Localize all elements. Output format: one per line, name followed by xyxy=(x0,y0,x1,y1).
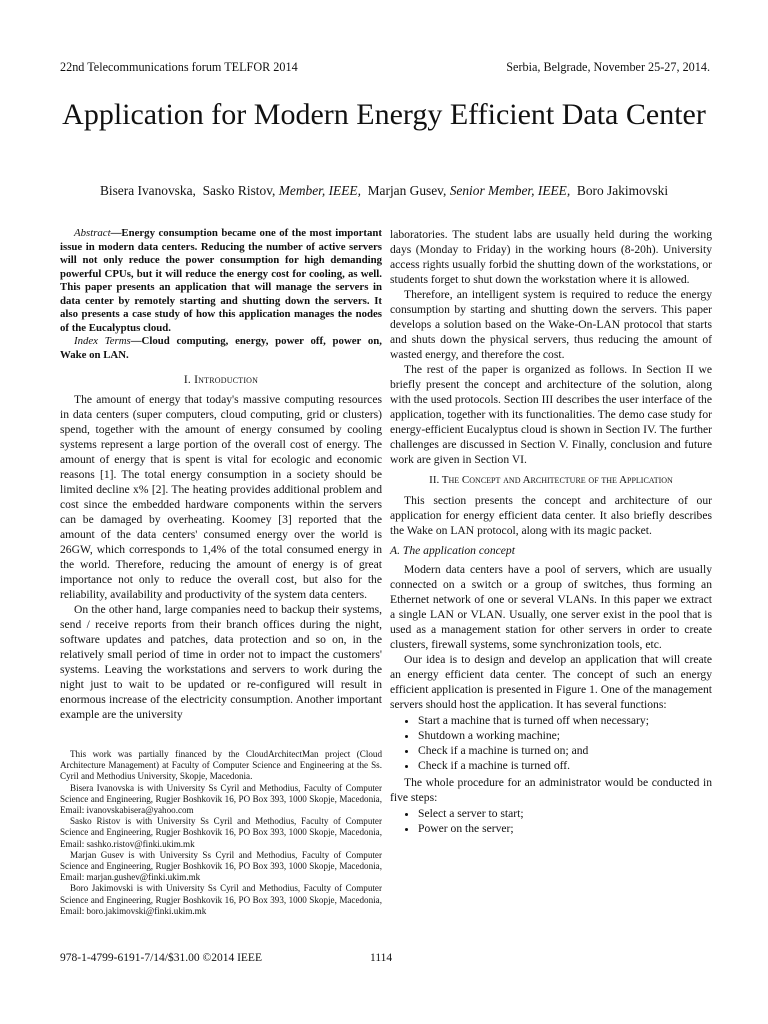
section-heading-introduction: I. Introduction xyxy=(183,373,259,386)
steps-list xyxy=(390,806,712,836)
left-column xyxy=(60,227,382,722)
author-role: Member, IEEE, xyxy=(278,183,361,198)
paragraph: Modern data centers have a pool of servers, which are usually connected on a switch or a group of switches, thus forming an Ethernet network of one or several VLANs. In this paper we extract a single LAN or VLAN. Usually, one server exist in the pool that is used as a management station for other servers in order to create clusters, firewall systems, some synchronization tools, etc. xyxy=(390,563,712,651)
list-item: • Start a machine that is turned off when necessary; xyxy=(418,713,712,728)
footnote: Boro Jakimovski is with University Ss Cyril and Methodius, Faculty of Computer Science and Engineering, Rugjer Boshkovik 16, PO Box 393, 1000 Skopje, Macedonia, Email: boro.jakimovski@finki.ukim.mk xyxy=(60,883,382,916)
list-item: • Shutdown a working machine; xyxy=(418,728,712,743)
section-heading-concept: II. The Concept and Architecture of the Application xyxy=(429,474,673,486)
right-column xyxy=(390,227,712,838)
author-name: Marjan Gusev, xyxy=(367,183,447,198)
paragraph: The amount of energy that today's massive computing resources in data centers (super computers, cloud computing, grid or clusters) spend, together with the amount of energy consumed by cooling systems represent a large portion of the overall cost of energy. The amount of energy that is spent is vital for ecologic and economic reasons [1]. The total energy consumption in a society should be limited decline x% [2]. The heating provides additional problem and cost since the embedded hardware components within the servers can be damaged by overheating. Koomey [3] reported that the amount of the data centers' consumed energy over the world is 26GW, which corresponds to 1,4% of the total consumed energy in the world. Therefore, reducing the amount of energy is of great importance not only to reduce the overall cost, but also for the reliability, availability and productivity of the system data centers. xyxy=(60,393,382,601)
subsection-heading: A. The application concept xyxy=(390,544,515,557)
isbn-footer: 978-1-4799-6191-7/14/$31.00 ©2014 IEEE xyxy=(60,952,262,964)
index-terms-text: —Cloud computing, energy, power off, power on, Wake on LAN. xyxy=(60,335,382,361)
header-conference: 22nd Telecommunications forum TELFOR 2014 xyxy=(60,60,298,74)
paragraph: This section presents the concept and architecture of our application for energy efficient data center. It also briefly describes the Wake on LAN protocol, along with its magic packet. xyxy=(390,494,712,537)
list-item: • Check if a machine is turned off. xyxy=(418,758,712,773)
function-list xyxy=(390,713,712,773)
index-terms-label: Index Terms xyxy=(74,335,131,347)
paper-title: Application for Modern Energy Efficient Data Center xyxy=(62,98,706,131)
abstract-text: —Energy consumption became one of the most important issue in modern data centers. Reducing the number of active servers will not only reduce the power consumption for high demanding powerful CPUs, but it will reduce the energy cost for cooling, as well. This paper presents an application that will manage the servers in data center by remotely starting and shutting down the servers. It also presents a case study of how this application manages the nodes of the Eucalyptus cloud. xyxy=(60,227,382,334)
page-number: 1114 xyxy=(370,952,393,964)
index-terms xyxy=(60,335,382,362)
footnote: Sasko Ristov is with University Ss Cyril and Methodius, Faculty of Computer Science and Engineering, Rugjer Boshkovik 16, PO Box 393, 1000 Skopje, Macedonia, Email: sashko.ristov@finki.ukim.mk xyxy=(60,816,382,849)
abstract-label: Abstract xyxy=(74,227,111,239)
author-name: Sasko Ristov, xyxy=(202,183,276,198)
running-header xyxy=(60,60,710,75)
paragraph: The whole procedure for an administrator would be conducted in five steps: xyxy=(390,776,712,804)
author-list xyxy=(40,183,728,199)
footnote: Marjan Gusev is with University Ss Cyril and Methodius, Faculty of Computer Science and Engineering, Rugjer Boshkovik 16, PO Box 393, 1000 Skopje, Macedonia, Email: marjan.gushev@finki.ukim.mk xyxy=(60,849,382,883)
footnote: Bisera Ivanovska is with University Ss Cyril and Methodius, Faculty of Computer Science and Engineering, Rugjer Boshkovik 16, PO Box 393, 1000 Skopje, Macedonia, Email: ivanovskabisera@yahoo.com xyxy=(60,782,382,816)
footnote: This work was partially financed by the CloudArchitectMan project (Cloud Architecture Management) at Faculty of Computer Science and Engineering at the Ss. Cyril and Methodius University, Skopje, Macedonia. xyxy=(60,749,382,782)
author-name: Bisera Ivanovska, xyxy=(99,183,196,198)
footnotes xyxy=(60,749,382,917)
paragraph: The rest of the paper is organized as follows. In Section II we briefly present the concept and architecture of the solution, along with the used protocols. Section III describes the user interface of the application, together with its functionalities. The demo case study for energy-efficient Eucalyptus cloud is shown in Section IV. The further challenges are discussed in Section V. Finally, conclusion and future work are given in Section VI. xyxy=(390,363,712,466)
list-item: • Power on the server; xyxy=(418,821,712,836)
author-role: Senior Member, IEEE, xyxy=(449,183,571,198)
header-location-date: Serbia, Belgrade, November 25-27, 2014. xyxy=(506,60,710,74)
list-item: • Check if a machine is turned on; and xyxy=(418,743,712,758)
paragraph: laboratories. The student labs are usually held during the working days (Monday to Friday) in the working hours (8-20h). University access rights usually forbid the shutting down of the workstations, or students forget to shut down the workstation where it is allowed. xyxy=(390,228,712,286)
abstract xyxy=(60,227,382,335)
list-item: • Select a server to start; xyxy=(418,806,712,821)
paragraph: On the other hand, large companies need to backup their systems, send / receive reports from their branch offices during the night, software updates and patches, data protection and so on, in the relatively small period of time in order not to impact the customers' systems. Leaving the workstations and servers to work during the night just to wait to be updated or re-configured will result in enormous increase of the electricity consumption. Another important example are the university xyxy=(60,603,382,721)
author-name: Boro Jakimovski xyxy=(576,183,669,198)
paragraph: Our idea is to design and develop an application that will create an energy efficient data center. The concept of such an energy efficient application is presented in Figure 1. One of the management servers should host the application. It has several functions: xyxy=(390,653,712,711)
paragraph: Therefore, an intelligent system is required to reduce the energy consumption by starting and shutting down the servers. This paper develops a solution based on the Wake-On-LAN protocol that starts and shuts down the physical servers, thus reducing the amount of wasted energy, and therefore the cost. xyxy=(390,288,712,361)
